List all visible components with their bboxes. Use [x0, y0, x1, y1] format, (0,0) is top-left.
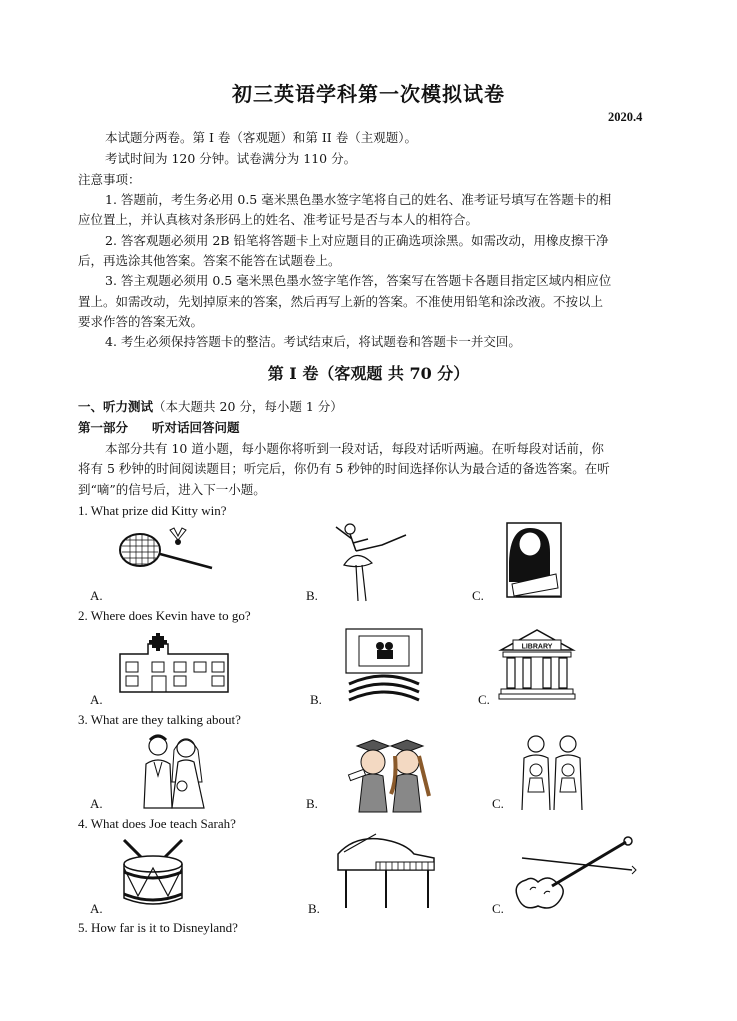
student-writing-icon	[506, 522, 562, 598]
option-b[interactable]: B.	[306, 588, 318, 603]
subpart-heading	[78, 420, 240, 436]
violin-icon	[512, 836, 636, 912]
option-b[interactable]: B.	[306, 796, 318, 811]
notice-line: 后，再选涂其他答案。答案不能答在试题卷上。	[78, 253, 341, 268]
notice-line: 1. 答题前，考生务必用 0.5 毫米黑色墨水签字笔将自己的姓名、准考证号填写在答题卡的相	[105, 192, 612, 207]
question-1: 1. What prize did Kitty win?	[78, 503, 227, 518]
notice-line: 应位置上，并认真核对条形码上的姓名、准考证号是否与本人的相符合。	[78, 212, 479, 227]
option-a[interactable]: A.	[90, 796, 103, 811]
question-2: 2. Where does Kevin have to go?	[78, 608, 251, 623]
option-c[interactable]: C.	[492, 901, 504, 916]
option-b[interactable]: B.	[308, 901, 320, 916]
wedding-couple-icon	[136, 732, 212, 808]
notice-line: 4. 考生必须保持答题卡的整洁。考试结束后，将试题卷和答题卡一并交回。	[105, 334, 521, 349]
option-a[interactable]: A.	[90, 901, 103, 916]
option-c[interactable]: C.	[492, 796, 504, 811]
notice-line: 置上。如需改动，先划掉原来的答案，然后再写上新的答案。不准使用铅笔和涂改液。不按以上	[78, 294, 604, 309]
instruction-line: 到“嘀”的信号后，进入下一小题。	[78, 482, 266, 497]
notice-line: 要求作答的答案无效。	[78, 314, 204, 329]
ballet-dancer-icon	[322, 521, 408, 603]
drum-icon	[120, 838, 186, 912]
page-title: 初三英语学科第一次模拟试卷	[232, 82, 505, 106]
option-b[interactable]: B.	[310, 692, 322, 707]
question-3: 3. What are they talking about?	[78, 712, 241, 727]
part-heading-bold: 一、听力测试	[78, 399, 154, 414]
part-heading-rest: （本大题共 20 分，每小题 1 分）	[153, 399, 343, 414]
option-c[interactable]: C.	[472, 588, 484, 603]
option-a[interactable]: A.	[90, 692, 103, 707]
intro-line: 本试题分两卷。第 I 卷（客观题）和第 II 卷（主观题）。	[105, 130, 417, 145]
part-heading	[78, 399, 343, 415]
option-a[interactable]: A.	[90, 588, 103, 603]
piano-icon	[336, 836, 436, 912]
option-c[interactable]: C.	[478, 692, 490, 707]
hospital-icon	[118, 632, 230, 694]
cinema-icon	[345, 628, 423, 704]
notice-line: 2. 答客观题必须用 2B 铅笔将答题卡上对应题目的正确选项涂黑。如需改动，用橡皮擦干净	[105, 233, 609, 248]
library-icon	[499, 628, 575, 700]
section-title: 第 I 卷（客观题 共 70 分）	[267, 364, 470, 383]
graduation-couple-icon	[345, 736, 433, 812]
subpart-title: 听对话回答问题	[152, 420, 240, 435]
library-sign: LIBRARY	[521, 643, 553, 651]
badminton-racket-icon	[118, 524, 214, 572]
family-icon	[518, 732, 586, 810]
notice-line: 3. 答主观题必须用 0.5 毫米黑色墨水签字笔作答，答案写在答题卡各题目指定区域内相应位	[105, 273, 612, 288]
notice-heading: 注意事项：	[78, 172, 141, 187]
intro-line: 考试时间为 120 分钟。试卷满分为 110 分。	[105, 151, 357, 166]
instruction-line: 本部分共有 10 道小题，每小题你将听到一段对话，每段对话听两遍。在听每段对话前，你	[105, 441, 604, 456]
question-4: 4. What does Joe teach Sarah?	[78, 816, 236, 831]
instruction-line: 将有 5 秒钟的时间阅读题目；听完后，你仍有 5 秒钟的时间选择你认为最合适的备选答案。在听	[78, 461, 610, 476]
subpart-label: 第一部分	[78, 420, 129, 435]
exam-date: 2020.4	[608, 110, 643, 124]
question-5: 5. How far is it to Disneyland?	[78, 920, 238, 935]
